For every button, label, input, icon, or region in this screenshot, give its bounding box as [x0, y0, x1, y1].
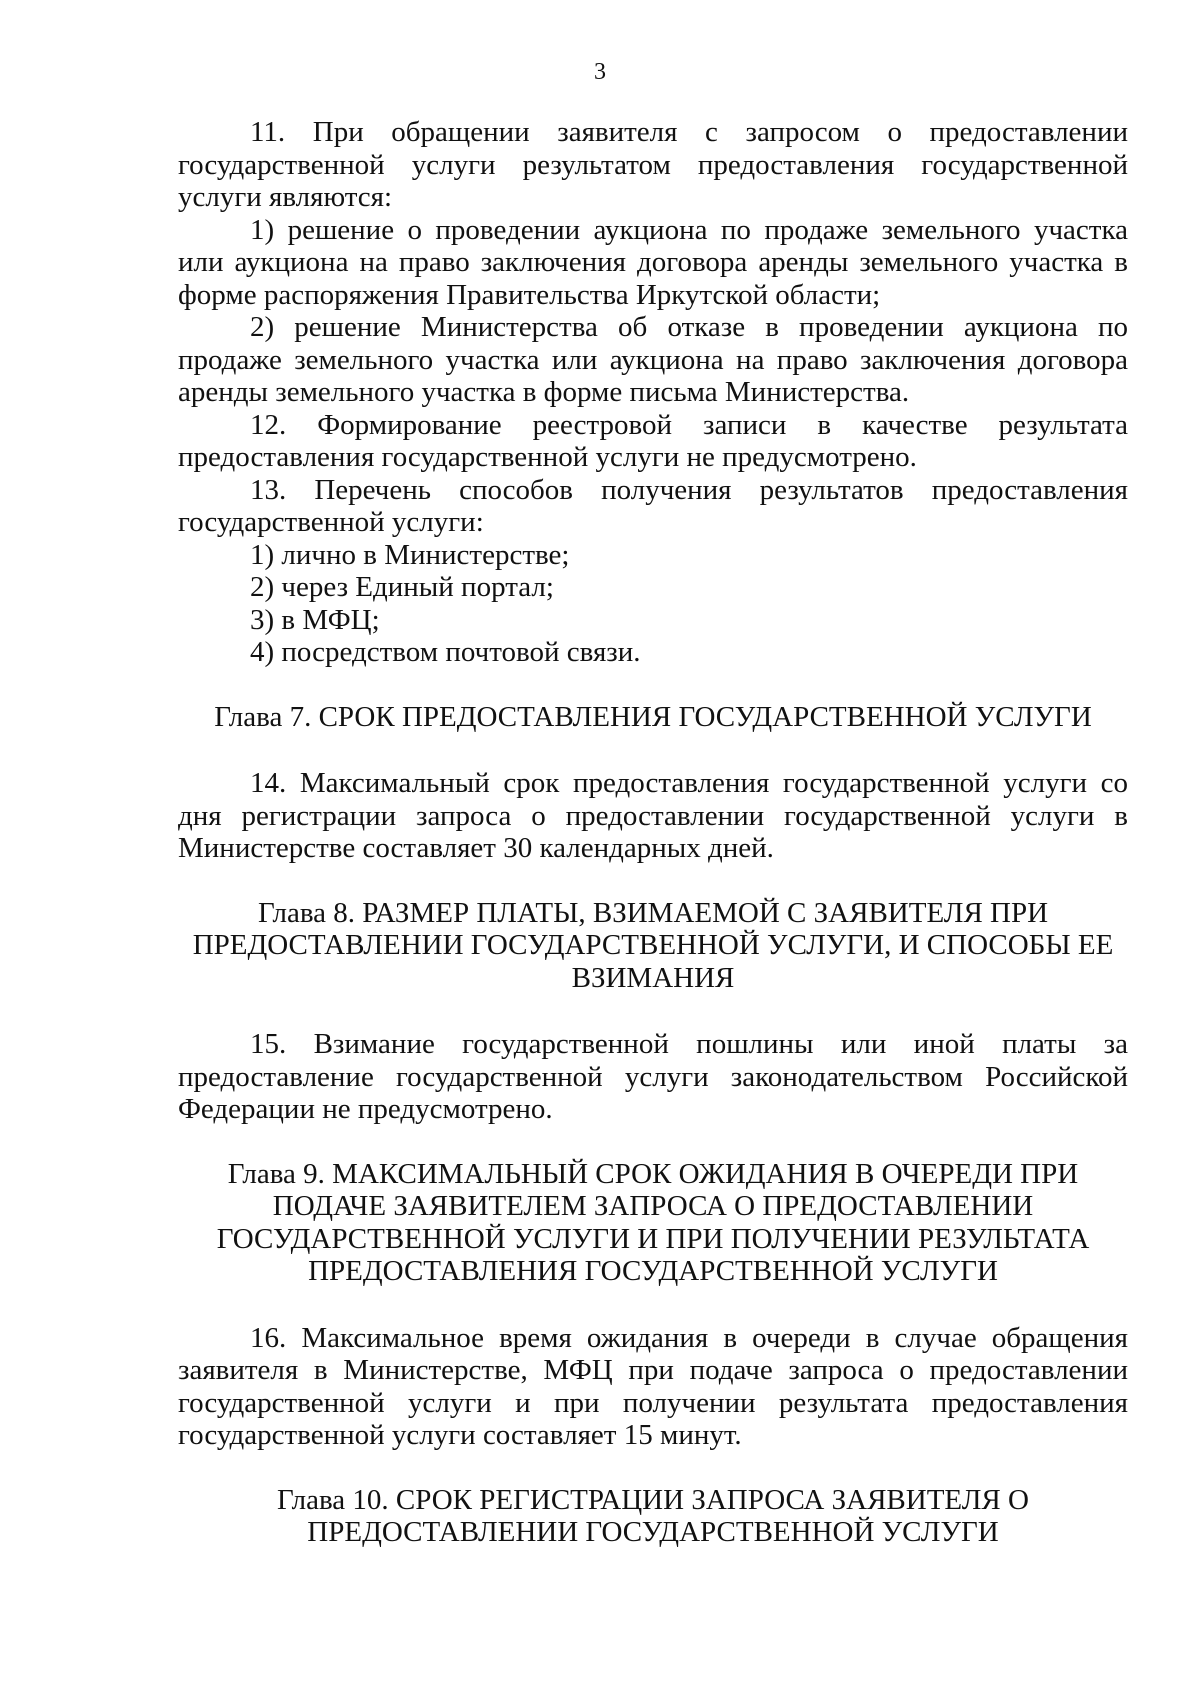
paragraph-11-item-1: 1) решение о проведении аукциона по продаже земельного участка или аукциона на право заключения договора аренды земельного участка в форме распоряжения Правительства Иркутской области; [178, 213, 1128, 311]
chapter-10-heading [178, 1484, 1128, 1549]
chapter-7-title: Глава 7. СРОК ПРЕДОСТАВЛЕНИЯ ГОСУДАРСТВЕННОЙ УСЛУГИ [214, 700, 1092, 733]
paragraph-13-item-4: 4) посредством почтовой связи. [250, 636, 641, 668]
paragraph-13: 13. Перечень способов получения результатов предоставления государственной услуги: [178, 473, 1128, 538]
paragraph-13-item-1: 1) лично в Министерстве; [250, 538, 570, 571]
paragraph-12: 12. Формирование реестровой записи в качестве результата предоставления государственной услуги не предусмотрено. [178, 408, 1128, 473]
paragraph-15: 15. Взимание государственной пошлины или иной платы за предоставление государственной услуги законодательством Российской Федерации не предусмотрено. [178, 1028, 1128, 1125]
chapter-9-title-line-3: ГОСУДАРСТВЕННОЙ УСЛУГИ И ПРИ ПОЛУЧЕНИИ РЕЗУЛЬТАТА [216, 1222, 1090, 1255]
chapter-9-title-line-2: ПОДАЧЕ ЗАЯВИТЕЛЕМ ЗАПРОСА О ПРЕДОСТАВЛЕНИИ [272, 1190, 1034, 1222]
chapter-7-body [178, 767, 1128, 865]
paragraph-11: 11. При обращении заявителя с запросом о предоставлении государственной услуги результатом предоставления государственной услуги являются: [178, 116, 1128, 213]
paragraph-16: 16. Максимальное время ожидания в очереди в случае обращения заявителя в Министерстве, МФЦ при подаче запроса о предоставлении государственной услуги и при получении результата предоставления государственной услуги составляет 15 минут. [178, 1321, 1128, 1451]
chapter-9-body [178, 1322, 1128, 1452]
chapter-10-title-line-1: Глава 10. СРОК РЕГИСТРАЦИИ ЗАПРОСА ЗАЯВИТЕЛЯ О [277, 1483, 1029, 1516]
chapter-8-title-line-2: ПРЕДОСТАВЛЕНИИ ГОСУДАРСТВЕННОЙ УСЛУГИ, И СПОСОБЫ ЕЕ [192, 929, 1114, 961]
document-body [178, 116, 1128, 1549]
chapter-9-title-line-4: ПРЕДОСТАВЛЕНИЯ ГОСУДАРСТВЕННОЙ УСЛУГИ [308, 1255, 998, 1287]
paragraph-13-item-3: 3) в МФЦ; [250, 603, 380, 636]
paragraph-13-item-2: 2) через Единый портал; [250, 571, 554, 603]
chapter-7-heading [178, 701, 1128, 734]
chapter-8-heading [178, 897, 1128, 995]
paragraph-11-item-2: 2) решение Министерства об отказе в проведении аукциона по продаже земельного участка или аукциона на право заключения договора аренды земельного участка в форме письма Министерства. [178, 311, 1128, 408]
chapter-10-title-line-2: ПРЕДОСТАВЛЕНИИ ГОСУДАРСТВЕННОЙ УСЛУГИ [307, 1516, 999, 1548]
page-number: 3 [594, 59, 606, 85]
chapter-8-body [178, 1028, 1128, 1126]
chapter-8-title-line-3: ВЗИМАНИЯ [571, 961, 735, 994]
chapter-8-title-line-1: Глава 8. РАЗМЕР ПЛАТЫ, ВЗИМАЕМОЙ С ЗАЯВИТЕЛЯ ПРИ [257, 896, 1049, 929]
paragraph-14: 14. Максимальный срок предоставления государственной услуги со дня регистрации запроса о предоставлении государственной услуги в Министерстве составляет 30 календарных дней. [178, 767, 1128, 864]
chapter-9-heading [178, 1158, 1128, 1288]
chapter-9-title-line-1: Глава 9. МАКСИМАЛЬНЫЙ СРОК ОЖИДАНИЯ В ОЧЕРЕДИ ПРИ [227, 1157, 1079, 1190]
